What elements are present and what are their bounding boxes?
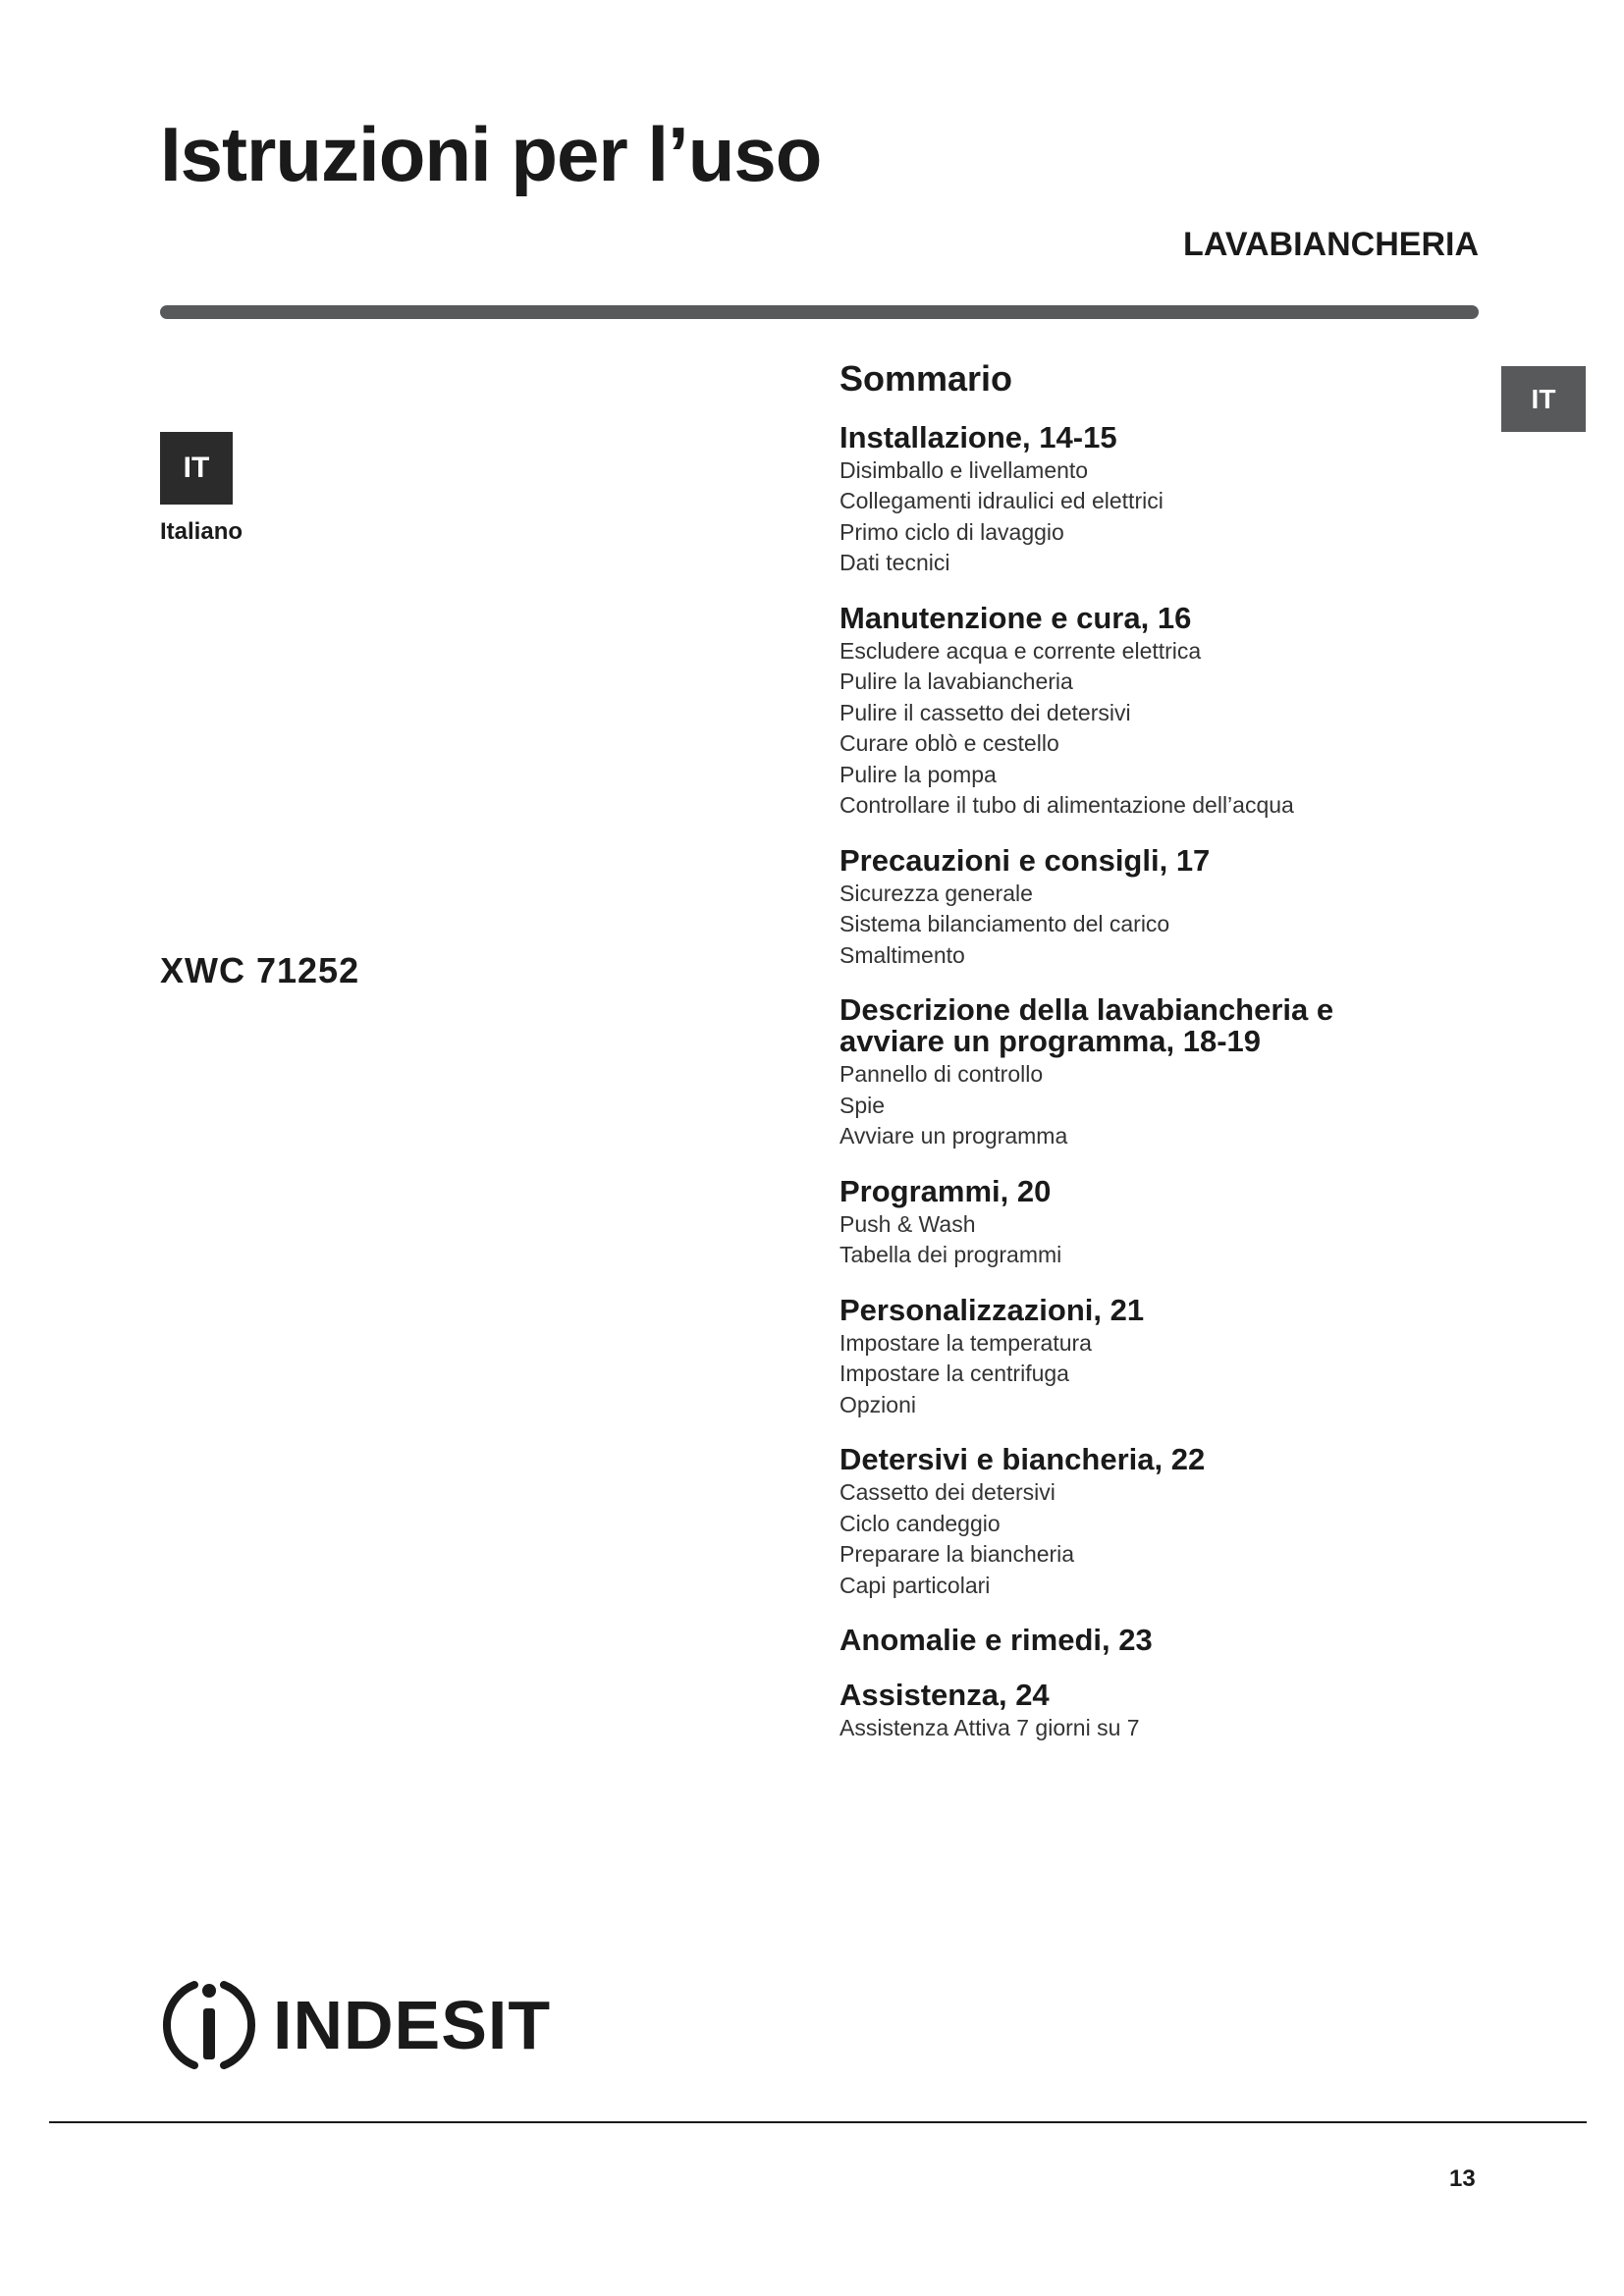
model-number: XWC 71252 <box>160 950 360 990</box>
toc-section-title: Manutenzione e cura, 16 <box>839 600 1192 635</box>
header-divider <box>160 305 1479 319</box>
toc-item: Pulire la pompa <box>839 761 997 787</box>
toc-item: Capi particolari <box>839 1572 991 1598</box>
toc-item: Push & Wash <box>839 1210 976 1237</box>
toc-item: Tabella dei programmi <box>839 1242 1062 1268</box>
toc-section-anomalie <box>839 1625 1488 1656</box>
toc-item: Primo ciclo di lavaggio <box>839 518 1064 545</box>
language-side-tab: IT <box>1501 366 1586 432</box>
toc-section-detersivi <box>839 1444 1488 1601</box>
toc-item: Impostare la temperatura <box>839 1329 1092 1356</box>
toc-item-list <box>839 1713 1488 1744</box>
toc-section-title: Detersivi e biancheria, 22 <box>839 1442 1206 1477</box>
toc-item: Cassetto dei detersivi <box>839 1479 1056 1506</box>
toc-section-title-line: avviare un programma, 18-19 <box>839 1024 1262 1059</box>
toc-item-list <box>839 1059 1488 1152</box>
toc-item-list <box>839 1477 1488 1601</box>
toc-item-list <box>839 1209 1488 1271</box>
indesit-logo-text: INDESIT <box>273 1987 552 2063</box>
toc-item: Smaltimento <box>839 941 965 968</box>
toc-item: Pulire la lavabiancheria <box>839 668 1073 695</box>
table-of-contents <box>839 359 1488 1768</box>
toc-item: Curare oblò e cestello <box>839 730 1059 757</box>
document-title: Istruzioni per l’uso <box>160 111 822 197</box>
toc-item: Controllare il tubo di alimentazione dell’acqua <box>839 792 1294 819</box>
toc-item: Collegamenti idraulici ed elettrici <box>839 488 1164 514</box>
toc-section-title: Assistenza, 24 <box>839 1678 1050 1713</box>
footer-divider <box>49 2121 1587 2123</box>
product-type: LAVABIANCHERIA <box>1183 226 1479 263</box>
toc-item: Ciclo candeggio <box>839 1510 1001 1536</box>
toc-item: Disimballo e livellamento <box>839 456 1089 483</box>
toc-item-list <box>839 455 1488 579</box>
toc-item: Opzioni <box>839 1391 916 1417</box>
toc-item: Escludere acqua e corrente elettrica <box>839 637 1202 664</box>
toc-item: Avviare un programma <box>839 1123 1068 1149</box>
toc-item: Assistenza Attiva 7 giorni su 7 <box>839 1715 1140 1741</box>
toc-item: Dati tecnici <box>839 550 950 576</box>
toc-item: Impostare la centrifuga <box>839 1361 1069 1387</box>
toc-item-list <box>839 879 1488 972</box>
toc-section-precauzioni <box>839 842 1488 972</box>
toc-item: Spie <box>839 1092 886 1118</box>
language-badge: IT <box>160 432 233 505</box>
toc-section-manutenzione <box>839 600 1488 822</box>
page-number: 13 <box>1449 2165 1476 2192</box>
toc-section-title <box>839 994 1488 1057</box>
toc-item: Sistema bilanciamento del carico <box>839 911 1170 937</box>
indesit-logo <box>157 1973 551 2077</box>
toc-section-descrizione <box>839 994 1488 1152</box>
toc-item: Preparare la biancheria <box>839 1541 1075 1568</box>
toc-item-list <box>839 636 1488 822</box>
toc-section-personalizzazioni <box>839 1292 1488 1421</box>
toc-section-title: Anomalie e rimedi, 23 <box>839 1623 1153 1658</box>
toc-section-title: Personalizzazioni, 21 <box>839 1292 1145 1327</box>
toc-section-title-line: Descrizione della lavabiancheria e <box>839 992 1334 1028</box>
toc-item: Pulire il cassetto dei detersivi <box>839 699 1131 725</box>
toc-item-list <box>839 1328 1488 1421</box>
toc-section-title: Precauzioni e consigli, 17 <box>839 842 1211 878</box>
toc-item: Pannello di controllo <box>839 1061 1044 1088</box>
toc-section-assistenza <box>839 1680 1488 1744</box>
toc-heading: Sommario <box>839 358 1013 399</box>
toc-section-title: Installazione, 14-15 <box>839 419 1117 454</box>
toc-item: Sicurezza generale <box>839 880 1033 906</box>
toc-section-installazione <box>839 419 1488 579</box>
language-name: Italiano <box>160 518 244 545</box>
indesit-logo-mark-icon <box>157 1973 261 2077</box>
toc-section-programmi <box>839 1173 1488 1271</box>
toc-section-title: Programmi, 20 <box>839 1173 1052 1208</box>
